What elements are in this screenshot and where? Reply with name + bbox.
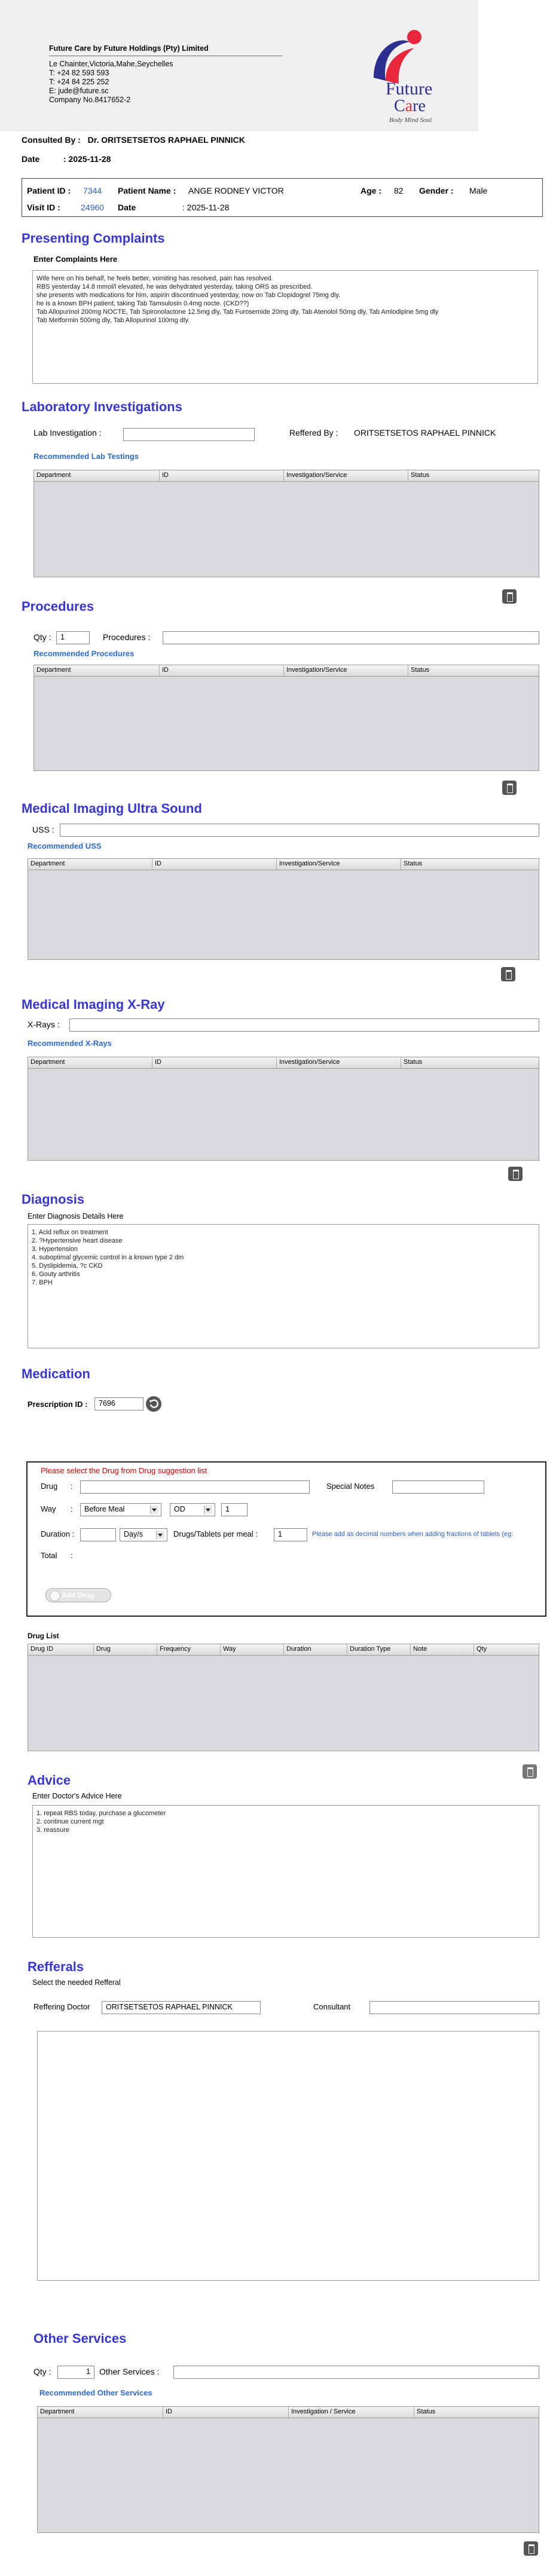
col-status: Status <box>411 666 430 674</box>
fraction-hint: Please add as decimal numbers when adding fractions of tablets (eg: <box>312 1531 514 1538</box>
col-id: ID <box>152 1057 277 1068</box>
col-department: Department <box>34 665 160 676</box>
medication-title: Medication <box>22 1366 90 1381</box>
date-label: Date <box>22 154 40 164</box>
lab-investigation-label: Lab Investigation : <box>33 428 102 438</box>
col-status: Status <box>417 2408 436 2415</box>
col-way: Way <box>221 1644 284 1655</box>
referring-doctor-label: Reffering Doctor <box>33 2002 90 2011</box>
col-status: Status <box>404 860 423 867</box>
diagnosis-line: 2. ?Hypertensive heart disease <box>32 1237 123 1244</box>
complaint-line: RBS yesterday 14.8 mmol/l elevated, he was dehydrated yesterday, taking ORS as prescribed. <box>36 283 313 290</box>
complaint-line: Wife here on his behalf, he feels better, vomiting has resolved, pain has resolved. <box>36 275 273 282</box>
complaints-title: Presenting Complaints <box>22 231 165 246</box>
advice-title: Advice <box>28 1773 71 1788</box>
xray-input[interactable] <box>69 1018 539 1032</box>
special-notes-input[interactable] <box>392 1480 484 1494</box>
complaint-line: Tab Allopurinol 200mg NOCTE, Tab Spironolactone 12.5mg dly, Tab Furosemide 20mg dly, Tab Atenolol 50mg dly, Tab Amlodipine 5mg dly <box>36 308 439 316</box>
complaint-line: he is a known BPH patient, taking Tab Tamsulosin 0.4mg nocte. (CKD??) <box>36 300 249 307</box>
col-drug-id: Drug ID <box>28 1644 94 1655</box>
prescription-id: 7696 <box>94 1397 143 1411</box>
diagnosis-title: Diagnosis <box>22 1192 85 1207</box>
xray-title: Medical Imaging X-Ray <box>22 997 165 1012</box>
procedures-qty-input[interactable]: 1 <box>56 631 90 644</box>
consultant-label: Consultant <box>313 2002 351 2011</box>
patient-id: 7344 <box>83 186 102 195</box>
recommended-xray-link[interactable]: Recommended X-Rays <box>28 1039 112 1048</box>
col-department: Department <box>28 1057 152 1068</box>
col-department: Department <box>28 859 152 870</box>
way-label: Way <box>41 1504 56 1513</box>
way-select[interactable] <box>80 1503 161 1516</box>
company-reg: Company No.8417652-2 <box>49 96 131 104</box>
visit-id-label: Visit ID : <box>27 203 60 212</box>
age-label: Age : <box>361 186 381 195</box>
col-department: Department <box>34 470 160 481</box>
col-service: Investigation/Service <box>284 665 408 676</box>
refresh-icon[interactable] <box>146 1396 161 1412</box>
chevron-down-icon <box>206 1509 210 1512</box>
way-value: Before Meal <box>84 1505 125 1513</box>
diagnosis-line: 1. Acid reflux on treatment <box>32 1229 108 1236</box>
svg-text:Future: Future <box>386 79 433 99</box>
consulted-doctor: Dr. ORITSETSETOS RAPHAEL PINNICK <box>87 135 245 145</box>
referred-by-label: Reffered By : <box>289 428 338 438</box>
drug-list-grid <box>28 1644 539 1751</box>
grid-header <box>34 470 539 482</box>
colon: : <box>71 1551 73 1560</box>
col-note: Note <box>411 1644 474 1655</box>
uss-label: USS : <box>32 825 54 834</box>
company-phone-2: T: +24 84 225 252 <box>49 78 109 86</box>
consulted-by <box>22 135 245 145</box>
gender-value: Male <box>469 186 488 195</box>
patient-id-label: Patient ID : <box>27 186 71 195</box>
col-status: Status <box>411 472 430 479</box>
trash-icon[interactable] <box>524 2541 538 2556</box>
company-address: Le Chainter,Victoria,Mahe,Seychelles <box>49 60 173 68</box>
complaints-label: Enter Complaints Here <box>33 255 118 264</box>
svg-text:Body Mind Soul: Body Mind Soul <box>389 117 432 124</box>
procedures-title: Procedures <box>22 599 94 614</box>
drug-input[interactable] <box>80 1480 310 1494</box>
referral-textarea[interactable] <box>37 2031 539 2281</box>
plus-icon <box>50 1590 60 1601</box>
duration-unit-select[interactable] <box>120 1528 167 1541</box>
referrals-label: Select the needed Refferal <box>32 1978 121 1987</box>
procedures-grid <box>33 665 539 771</box>
col-service: Investigation/Service <box>277 1057 401 1068</box>
chevron-down-icon <box>152 1509 157 1512</box>
other-services-label: Other Services : <box>99 2367 160 2376</box>
grid-header <box>28 1057 539 1069</box>
recommended-uss-link[interactable]: Recommended USS <box>28 842 102 850</box>
diagnosis-line: 6. Gouty arthritis <box>32 1271 80 1278</box>
per-meal-input[interactable]: 1 <box>274 1528 307 1541</box>
other-services-title: Other Services <box>33 2331 127 2346</box>
recommended-other-link[interactable]: Recommended Other Services <box>39 2388 152 2397</box>
patient-name: ANGE RODNEY VICTOR <box>188 186 284 195</box>
total-label: Total <box>41 1551 57 1560</box>
advice-label: Enter Doctor's Advice Here <box>32 1792 122 1800</box>
patient-name-label: Patient Name : <box>118 186 176 195</box>
diagnosis-line: 4. suboptimal glycemic control in a known type 2 dm <box>32 1254 184 1261</box>
consulted-label: Consulted By : <box>22 135 81 145</box>
other-qty-input[interactable]: 1 <box>57 2366 94 2379</box>
drug-label: Drug <box>41 1482 58 1491</box>
visit-date-label: Date <box>118 203 136 212</box>
diagnosis-line: 5. Dyslipidemia, ?c CKD <box>32 1262 103 1269</box>
colon: : <box>71 1504 73 1513</box>
visit-id: 24960 <box>81 203 104 212</box>
advice-textarea[interactable] <box>32 1805 539 1938</box>
date-value: : 2025-11-28 <box>63 154 111 164</box>
xray-label: X-Rays : <box>28 1020 60 1029</box>
visit-date: : 2025-11-28 <box>182 203 230 212</box>
drug-list-label: Drug List <box>28 1632 59 1640</box>
diagnosis-label: Enter Diagnosis Details Here <box>28 1212 124 1220</box>
referred-by-value: ORITSETSETOS RAPHAEL PINNICK <box>354 428 496 438</box>
uss-input[interactable] <box>60 824 539 837</box>
consult-date <box>22 154 111 164</box>
frequency-value: OD <box>174 1505 185 1513</box>
advice-line: 1. repeat RBS today, purchase a glucometer <box>36 1810 166 1817</box>
referrals-title: Refferals <box>28 1959 84 1974</box>
recommended-procedures-link[interactable]: Recommended Procedures <box>33 649 135 658</box>
trash-icon[interactable] <box>502 781 517 795</box>
trash-icon[interactable] <box>502 589 517 604</box>
uss-title: Medical Imaging Ultra Sound <box>22 801 202 816</box>
svg-text:Care: Care <box>394 97 426 115</box>
add-drug-button[interactable] <box>45 1588 111 1602</box>
chevron-down-icon <box>158 1534 163 1537</box>
duration-input[interactable] <box>80 1528 116 1541</box>
col-service: Investigation/Service <box>277 859 401 870</box>
patient-info-box <box>22 178 543 217</box>
frequency-select[interactable] <box>170 1503 215 1516</box>
drug-warning: Please select the Drug from Drug suggestion list <box>41 1466 207 1475</box>
add-drug-label: Add Drug <box>62 1591 94 1599</box>
col-drug: Drug <box>94 1644 157 1655</box>
company-email: E: jude@future.sc <box>49 87 109 95</box>
uss-grid <box>28 858 539 960</box>
recommended-lab-link[interactable]: Recommended Lab Testings <box>33 452 139 461</box>
grid-header <box>34 665 539 677</box>
grid-header <box>28 859 539 870</box>
col-qty: Qty <box>476 1645 487 1653</box>
duration-label: Duration : <box>41 1529 75 1538</box>
procedures-label: Procedures : <box>103 632 151 642</box>
frequency-count[interactable]: 1 <box>221 1503 248 1516</box>
complaints-textarea[interactable] <box>32 270 538 384</box>
per-meal-label: Drugs/Tablets per meal : <box>173 1529 258 1538</box>
duration-unit-value: Day/s <box>124 1530 143 1538</box>
lab-grid <box>33 470 539 577</box>
complaint-line: Tab Metformin 500mg dly, Tab Allopurinol 100mg dly. <box>36 317 190 324</box>
col-frequency: Frequency <box>157 1644 221 1655</box>
consultant-input[interactable] <box>369 2001 539 2014</box>
diagnosis-line: 7. BPH <box>32 1279 53 1286</box>
col-department: Department <box>38 2407 163 2418</box>
advice-line: 3. reassure <box>36 1827 70 1834</box>
other-qty-label: Qty : <box>33 2367 51 2376</box>
col-service: Investigation/Service <box>284 470 408 481</box>
colon: : <box>71 1482 73 1491</box>
diagnosis-textarea[interactable] <box>28 1224 539 1348</box>
gender-label: Gender : <box>419 186 454 195</box>
trash-icon[interactable] <box>501 967 515 981</box>
special-notes-label: Special Notes <box>326 1482 375 1491</box>
advice-line: 2. continue current mgt <box>36 1818 104 1825</box>
col-duration-type: Duration Type <box>347 1644 411 1655</box>
age-value: 82 <box>394 186 404 195</box>
lab-title: Laboratory Investigations <box>22 399 182 414</box>
procedures-input[interactable] <box>163 631 539 644</box>
col-duration: Duration <box>284 1644 347 1655</box>
col-id: ID <box>160 470 284 481</box>
company-name: Future Care by Future Holdings (Pty) Limited <box>49 44 209 53</box>
diagnosis-line: 3. Hypertension <box>32 1246 78 1253</box>
referring-doctor-input[interactable]: ORITSETSETOS RAPHAEL PINNICK <box>102 2001 261 2014</box>
grid-header <box>28 1644 539 1656</box>
trash-icon[interactable] <box>508 1167 523 1181</box>
col-id: ID <box>160 665 284 676</box>
col-status: Status <box>404 1058 423 1066</box>
col-service: Investigation / Service <box>289 2407 414 2418</box>
lab-investigation-input[interactable] <box>123 428 255 441</box>
xray-grid <box>28 1057 539 1161</box>
prescription-label: Prescription ID : <box>28 1400 88 1409</box>
company-phone-1: T: +24 82 593 593 <box>49 69 109 77</box>
col-id: ID <box>163 2407 289 2418</box>
complaint-line: she presents with medications for him, aspirin discontinued yesterday, now on Tab Clopidogrel 75mg dly. <box>36 292 341 299</box>
company-info <box>49 44 282 105</box>
procedures-qty-label: Qty : <box>33 632 51 642</box>
trash-icon[interactable] <box>523 1764 537 1779</box>
col-id: ID <box>152 859 277 870</box>
other-services-input[interactable] <box>173 2366 539 2379</box>
future-care-logo <box>350 24 469 131</box>
grid-header <box>38 2407 539 2418</box>
other-services-grid <box>37 2406 539 2533</box>
